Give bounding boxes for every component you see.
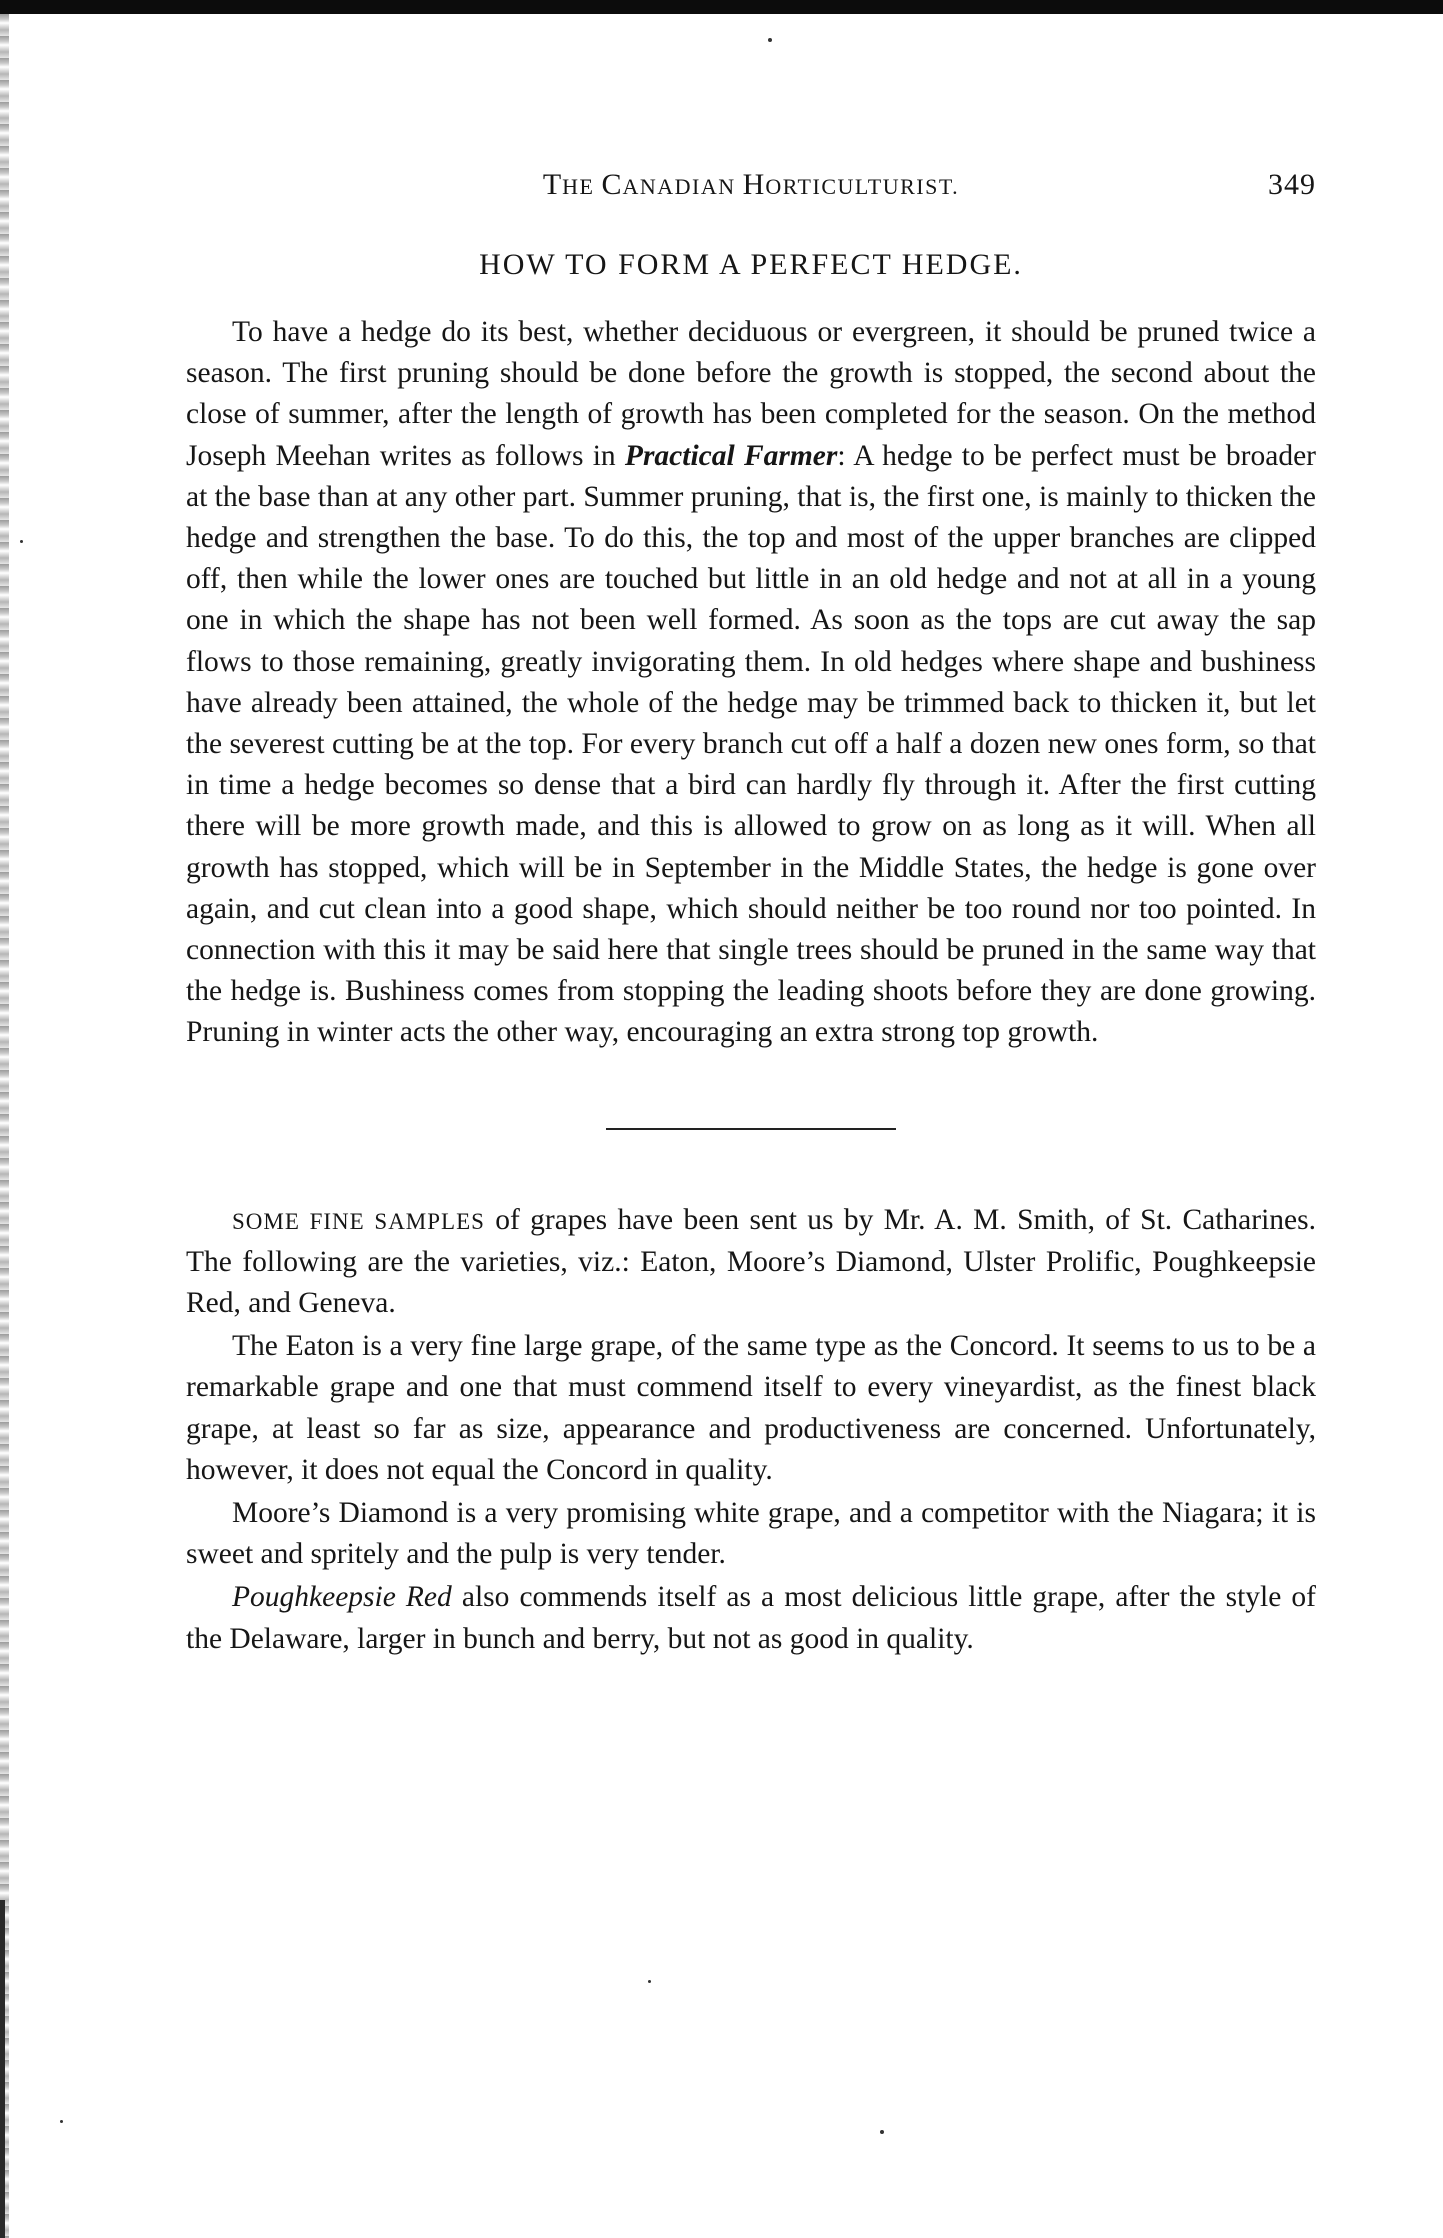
grapes-paragraph-1-text: of grapes have been sent us by Mr. A. M. Smith, of St. Catharines. The following are the varieties, viz.: Eaton, Moore’s Diamond, Ulster Prolific, Poughkeepsie Red, and Geneva.	[186, 1203, 1316, 1320]
running-head	[186, 160, 1316, 208]
grapes-paragraph-4-text: also commends itself as a most delicious little grape, after the style of the Delaware, larger in bunch and berry, but not as good in quality.	[186, 1581, 1316, 1655]
source-publication: Practical Farmer	[624, 439, 838, 472]
document-page	[186, 160, 1316, 1660]
article-paragraph	[186, 312, 1316, 1054]
scan-left-edge-shadow	[0, 1900, 5, 2238]
article-text-part2: : A hedge to be perfect must be broader at the base than at any other part. Summer pruning, that is, the first one, is mainly to thicken the hedge and strengthen the base. To do this, the top and most of the upper branches are clipped off, then while the lower ones are touched but little in an old hedge and not at all in a young one in which the shape has not been well formed. As soon as the tops are cut away the sap flows to those remaining, greatly invigorating them. In old hedges where shape and bushiness have already been attained, the whole of the hedge may be trimmed back to thicken it, but let the severest cutting be at the top. For every branch cut off a half a dozen new ones form, so that in time a hedge becomes so dense that a bird can hardly fly through it. After the first cutting there will be more growth made, and this is allowed to grow on as long as it will. When all growth has stopped, which will be in September in the Middle States, the hedge is gone over again, and cut clean into a good shape, which should neither be too round nor too pointed. In connection with this it may be said here that single trees should be pruned in the same way that the hedge is. Bushiness comes from stopping the leading shoots before they are done growing. Pruning in winter acts the other way, encouraging an extra strong top growth.	[186, 439, 1316, 1049]
grape-variety-name: Poughkeepsie Red	[232, 1581, 452, 1614]
section-divider	[606, 1128, 896, 1130]
grapes-paragraph-1	[186, 1200, 1316, 1325]
article-title: HOW TO FORM A PERFECT HEDGE.	[479, 248, 1023, 281]
article-text-part1: To have a hedge do its best, whether deciduous or evergreen, it should be pruned twice a season. The first pruning should be done before the growth is stopped, the second about the close of summer, after the length of growth has been completed for the season. On the method Joseph Meehan writes as follows in	[186, 316, 1316, 472]
journal-title: THE CANADIAN HORTICULTURIST.	[542, 168, 960, 201]
grapes-paragraph-2: The Eaton is a very fine large grape, of the same type as the Concord. It seems to us to be a remarkable grape and one that must commend itself to every vineyardist, as the finest black grape, at least so far as size, appearance and productiveness are concerned. Unfortunately, however, it does not equal the Concord in quality.	[186, 1330, 1316, 1486]
grapes-paragraph-3: Moore’s Diamond is a very promising white grape, and a competitor with the Niagara; it is sweet and spritely and the pulp is very tender.	[186, 1497, 1316, 1571]
grapes-lead-small-caps: SOME FINE SAMPLES	[232, 1208, 485, 1234]
page-number: 349	[1268, 168, 1316, 201]
grapes-paragraph-4	[186, 1577, 1316, 1659]
scan-top-border	[0, 0, 1443, 14]
